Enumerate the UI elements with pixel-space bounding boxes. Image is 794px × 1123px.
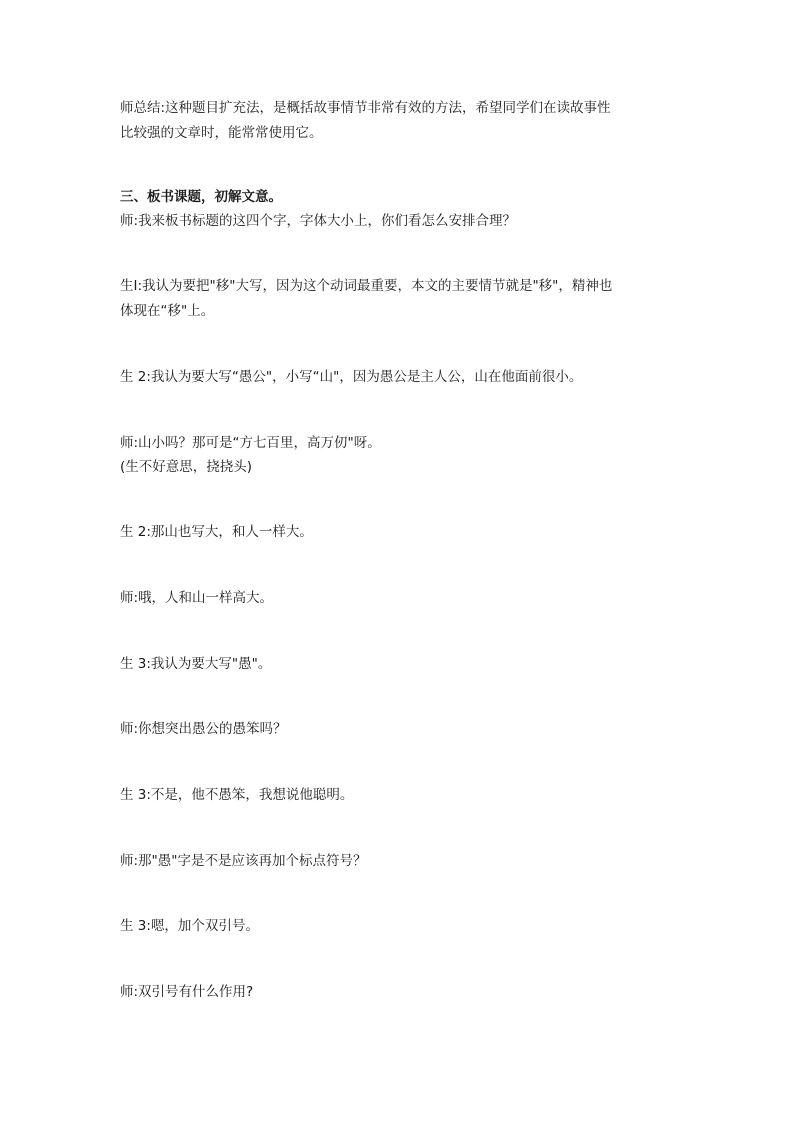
teacher-question-mountain: 师:山小吗？那可是“方七百里，高万仞"呀。 [120, 435, 381, 451]
section-heading: 三、板书课题，初解文意。 [120, 189, 282, 205]
student-2-answer: 生 2:我认为要大写“愚公"，小写“山"，因为愚公是主人公，山在他面前很小。 [120, 369, 583, 385]
teacher-summary-line-1: 师总结:这种题目扩充法，是概括故事情节非常有效的方法，希望同学们在读故事性 [120, 100, 611, 116]
student-3-reply: 生 3:不是，他不愚笨，我想说他聪明。 [120, 787, 354, 803]
student-1-answer-line-1: 生Ⅰ:我认为要把"移"大写，因为这个动词最重要，本文的主要情节就是"移"，精神也 [120, 278, 613, 294]
teacher-question-quotes: 师:双引号有什么作用? [120, 984, 254, 1000]
teacher-summary-line-2: 比较强的文章时，能常常使用它。 [120, 125, 323, 141]
student-3-answer: 生 3:我认为要大写"愚"。 [120, 656, 272, 672]
teacher-response: 师:哦，人和山一样高大。 [120, 590, 274, 606]
student-3-quotes: 生 3:嗯，加个双引号。 [120, 918, 259, 934]
teacher-question-foolish: 师:你想突出愚公的愚笨吗？ [120, 721, 287, 737]
teacher-question-title: 师:我来板书标题的这四个字，字体大小上，你们看怎么安排合理？ [120, 213, 517, 229]
stage-direction: (生不好意思，挠挠头) [120, 459, 253, 475]
teacher-question-punctuation: 师:那"愚"字是不是应该再加个标点符号？ [120, 853, 367, 869]
student-2-reply: 生 2:那山也写大，和人一样大。 [120, 524, 313, 540]
student-1-answer-line-2: 体现在“移"上。 [120, 303, 215, 319]
